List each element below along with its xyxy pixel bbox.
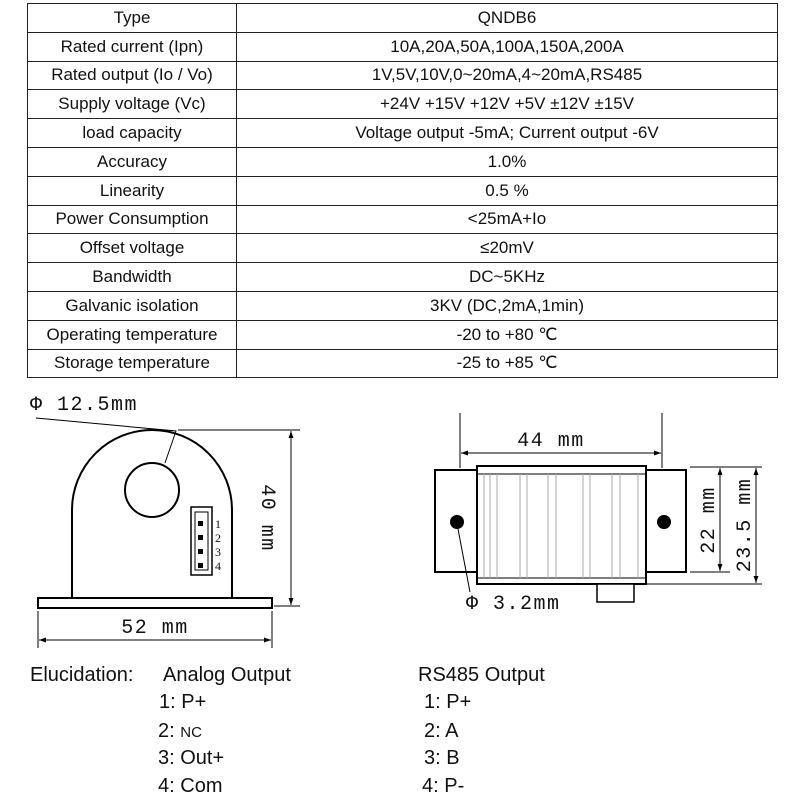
- spec-row: [28, 176, 778, 205]
- spec-row: [28, 205, 778, 234]
- spec-label: Rated current (Ipn): [28, 32, 237, 61]
- pin-number-2: 2: [215, 531, 221, 545]
- spec-row: [28, 234, 778, 263]
- connector-block: [597, 584, 634, 602]
- spec-value: ≤20mV: [237, 234, 778, 263]
- spec-label: Type: [28, 4, 237, 33]
- pin-4: [198, 563, 203, 568]
- spec-value: 1V,5V,10V,0~20mA,4~20mA,RS485: [237, 61, 778, 90]
- height-label: 40 mm: [255, 484, 278, 552]
- spec-row: [28, 263, 778, 292]
- pin-function: P+: [446, 691, 472, 713]
- pin-number: 4:: [158, 775, 175, 797]
- pin-number-3: 3: [215, 545, 221, 559]
- pin-3: [198, 549, 203, 554]
- pin-number: 3:: [158, 747, 175, 769]
- analog-pin-4: [158, 776, 222, 796]
- pin-number: 1:: [424, 691, 441, 713]
- spec-label: Storage temperature: [28, 349, 237, 378]
- bore-hole: [125, 463, 179, 517]
- spec-row: [28, 119, 778, 148]
- spec-row: [28, 61, 778, 90]
- pin-function: NC: [180, 724, 202, 741]
- spec-label: load capacity: [28, 119, 237, 148]
- rs485-pin-4: [422, 776, 464, 796]
- hole-diameter-label: Φ 3.2mm: [466, 593, 561, 616]
- rs485-pin-1: [424, 692, 471, 712]
- pin-number: 2:: [158, 720, 175, 742]
- spec-label: Galvanic isolation: [28, 291, 237, 320]
- spec-value: 0.5 %: [237, 176, 778, 205]
- spec-label: Linearity: [28, 176, 237, 205]
- analog-pin-1: [159, 692, 206, 712]
- spec-label: Supply voltage (Vc): [28, 90, 237, 119]
- dimension-drawings: [0, 380, 800, 670]
- spec-value: Voltage output -5mA; Current output -6V: [237, 119, 778, 148]
- spec-value: 1.0%: [237, 147, 778, 176]
- spec-row: [28, 90, 778, 119]
- height-label-22: 22 mm: [698, 486, 721, 554]
- pin-function: P+: [181, 691, 207, 713]
- spec-row: [28, 4, 778, 33]
- spec-label: Rated output (Io / Vo): [28, 61, 237, 90]
- pin-function: P-: [444, 775, 465, 797]
- spec-row: [28, 147, 778, 176]
- coil-body: [477, 466, 646, 584]
- analog-pin-3: [158, 748, 224, 768]
- rs485-output-heading: RS485 Output: [418, 664, 545, 686]
- spec-label: Offset voltage: [28, 234, 237, 263]
- spec-value: QNDB6: [237, 4, 778, 33]
- front-view: [30, 394, 300, 648]
- width-label: 52 mm: [121, 617, 189, 640]
- spec-row: [28, 291, 778, 320]
- spec-label: Power Consumption: [28, 205, 237, 234]
- mounting-hole-right: [657, 515, 671, 529]
- spec-table: [27, 3, 778, 378]
- spec-value: 3KV (DC,2mA,1min): [237, 291, 778, 320]
- pin-1: [198, 521, 203, 526]
- pin-number: 3:: [424, 747, 441, 769]
- mounting-base: [38, 598, 272, 608]
- analog-pin-2: [158, 721, 202, 743]
- spec-value: -25 to +85 ℃: [237, 349, 778, 378]
- pin-function: A: [445, 720, 459, 742]
- analog-output-heading: Analog Output: [163, 664, 291, 686]
- rs485-pin-2: [424, 721, 458, 741]
- mounting-hole-left: [450, 515, 464, 529]
- pin-number: 1:: [159, 691, 176, 713]
- spec-label: Operating temperature: [28, 320, 237, 349]
- rs485-pin-3: [424, 748, 460, 768]
- elucidation-title: Elucidation:: [30, 664, 134, 686]
- height-label-23-5: 23.5 mm: [734, 477, 757, 573]
- spec-value: +24V +15V +12V +5V ±12V ±15V: [237, 90, 778, 119]
- pin-number: 4:: [422, 775, 439, 797]
- spec-row: [28, 32, 778, 61]
- side-view: [435, 413, 762, 616]
- pin-2: [198, 535, 203, 540]
- length-label: 44 mm: [517, 430, 585, 453]
- pin-function: B: [446, 747, 460, 769]
- pin-function: Out+: [180, 747, 225, 769]
- spec-value: DC~5KHz: [237, 263, 778, 292]
- pin-function: Com: [180, 775, 223, 797]
- pin-number: 2:: [424, 720, 441, 742]
- spec-label: Accuracy: [28, 147, 237, 176]
- spec-row: [28, 349, 778, 378]
- spec-value: -20 to +80 ℃: [237, 320, 778, 349]
- spec-label: Bandwidth: [28, 263, 237, 292]
- pin-number-4: 4: [215, 559, 221, 573]
- spec-value: 10A,20A,50A,100A,150A,200A: [237, 32, 778, 61]
- spec-row: [28, 320, 778, 349]
- bore-diameter-label: Φ 12.5mm: [30, 394, 139, 417]
- pin-number-1: 1: [215, 517, 221, 531]
- spec-value: <25mA+Io: [237, 205, 778, 234]
